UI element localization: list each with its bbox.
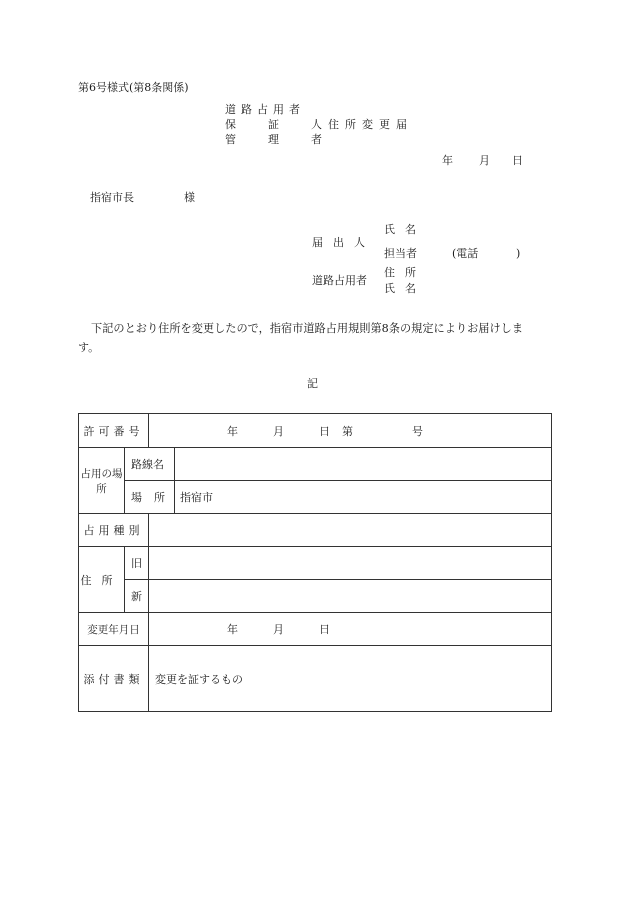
route-row — [79, 448, 552, 481]
permit-year: 年 — [227, 424, 238, 438]
route-label: 路線名 — [131, 458, 164, 471]
permit-dai: 第 — [342, 424, 353, 438]
applicant-phone-close: ) — [516, 247, 521, 260]
occupant-address-label: 住所 — [384, 266, 426, 279]
old-label: 旧 — [131, 557, 142, 570]
location-label-cell — [79, 448, 125, 514]
date-day: 日 — [512, 154, 523, 167]
attachment-label: 添付書類 — [83, 672, 144, 686]
new-label-cell — [125, 580, 149, 613]
route-divider — [174, 448, 175, 480]
change-form-table — [78, 413, 552, 712]
body-text-line-1: 下記のとおり住所を変更したので，指宿市道路占用規則第8条の規定によりお届けしま — [91, 322, 524, 335]
permit-row — [79, 414, 552, 448]
old-label-cell — [125, 547, 149, 580]
new-address-row — [79, 580, 552, 613]
attachment-value: 変更を証するもの — [155, 672, 243, 686]
title-line-2-right: 人住所変更届 — [311, 118, 413, 131]
permit-go: 号 — [412, 424, 423, 438]
new-label: 新 — [131, 590, 142, 603]
change-date-value-cell[interactable] — [149, 613, 552, 646]
location-label: 占用の場所 — [80, 467, 123, 495]
change-date-label-cell — [79, 613, 149, 646]
permit-label-cell — [79, 414, 149, 448]
title-line-3: 管理者 — [225, 133, 354, 146]
attachment-label-cell — [79, 646, 149, 712]
permit-value-cell[interactable] — [149, 414, 552, 448]
route-cell[interactable] — [125, 448, 552, 481]
address-label-cell — [79, 547, 125, 613]
old-address-value-cell[interactable] — [149, 547, 552, 580]
attachment-row — [79, 646, 552, 712]
place-label: 場所 — [131, 491, 177, 504]
permit-month: 月 — [273, 424, 284, 438]
place-divider — [174, 481, 175, 513]
addressee-honorific: 様 — [184, 191, 195, 204]
applicant-name-label: 氏名 — [384, 223, 426, 236]
old-address-row — [79, 547, 552, 580]
change-date-row — [79, 613, 552, 646]
change-year: 年 — [227, 623, 238, 636]
body-text-line-2: す。 — [78, 341, 100, 354]
form-number: 第6号様式(第8条関係) — [78, 81, 189, 94]
permit-label: 許可番号 — [83, 424, 144, 438]
date-month: 月 — [479, 154, 490, 167]
new-address-value-cell[interactable] — [149, 580, 552, 613]
attachment-value-cell[interactable] — [149, 646, 552, 712]
type-label-cell — [79, 514, 149, 547]
type-row — [79, 514, 552, 547]
ki-heading: 記 — [307, 377, 318, 390]
applicant-label: 届出人 — [312, 236, 375, 249]
title-line-2 — [225, 119, 413, 130]
place-cell[interactable] — [125, 481, 552, 514]
place-value: 指宿市 — [180, 491, 213, 504]
date-year: 年 — [442, 154, 453, 167]
permit-day: 日 — [319, 424, 330, 438]
change-month: 月 — [273, 623, 284, 636]
address-label: 住所 — [80, 573, 123, 587]
type-label: 占用種別 — [83, 524, 144, 537]
addressee-name: 指宿市長 — [90, 191, 134, 204]
applicant-contact-label: 担当者 — [384, 247, 417, 260]
occupant-label: 道路占用者 — [312, 274, 367, 287]
change-day: 日 — [319, 623, 330, 636]
type-value-cell[interactable] — [149, 514, 552, 547]
change-date-label: 変更年月日 — [87, 623, 140, 636]
place-row — [79, 481, 552, 514]
title-line-2-left: 保証 — [225, 118, 311, 131]
occupant-name-label: 氏名 — [384, 282, 426, 295]
applicant-phone-open: (電話 — [452, 247, 479, 260]
title-line-1: 道路占用者 — [225, 103, 305, 116]
